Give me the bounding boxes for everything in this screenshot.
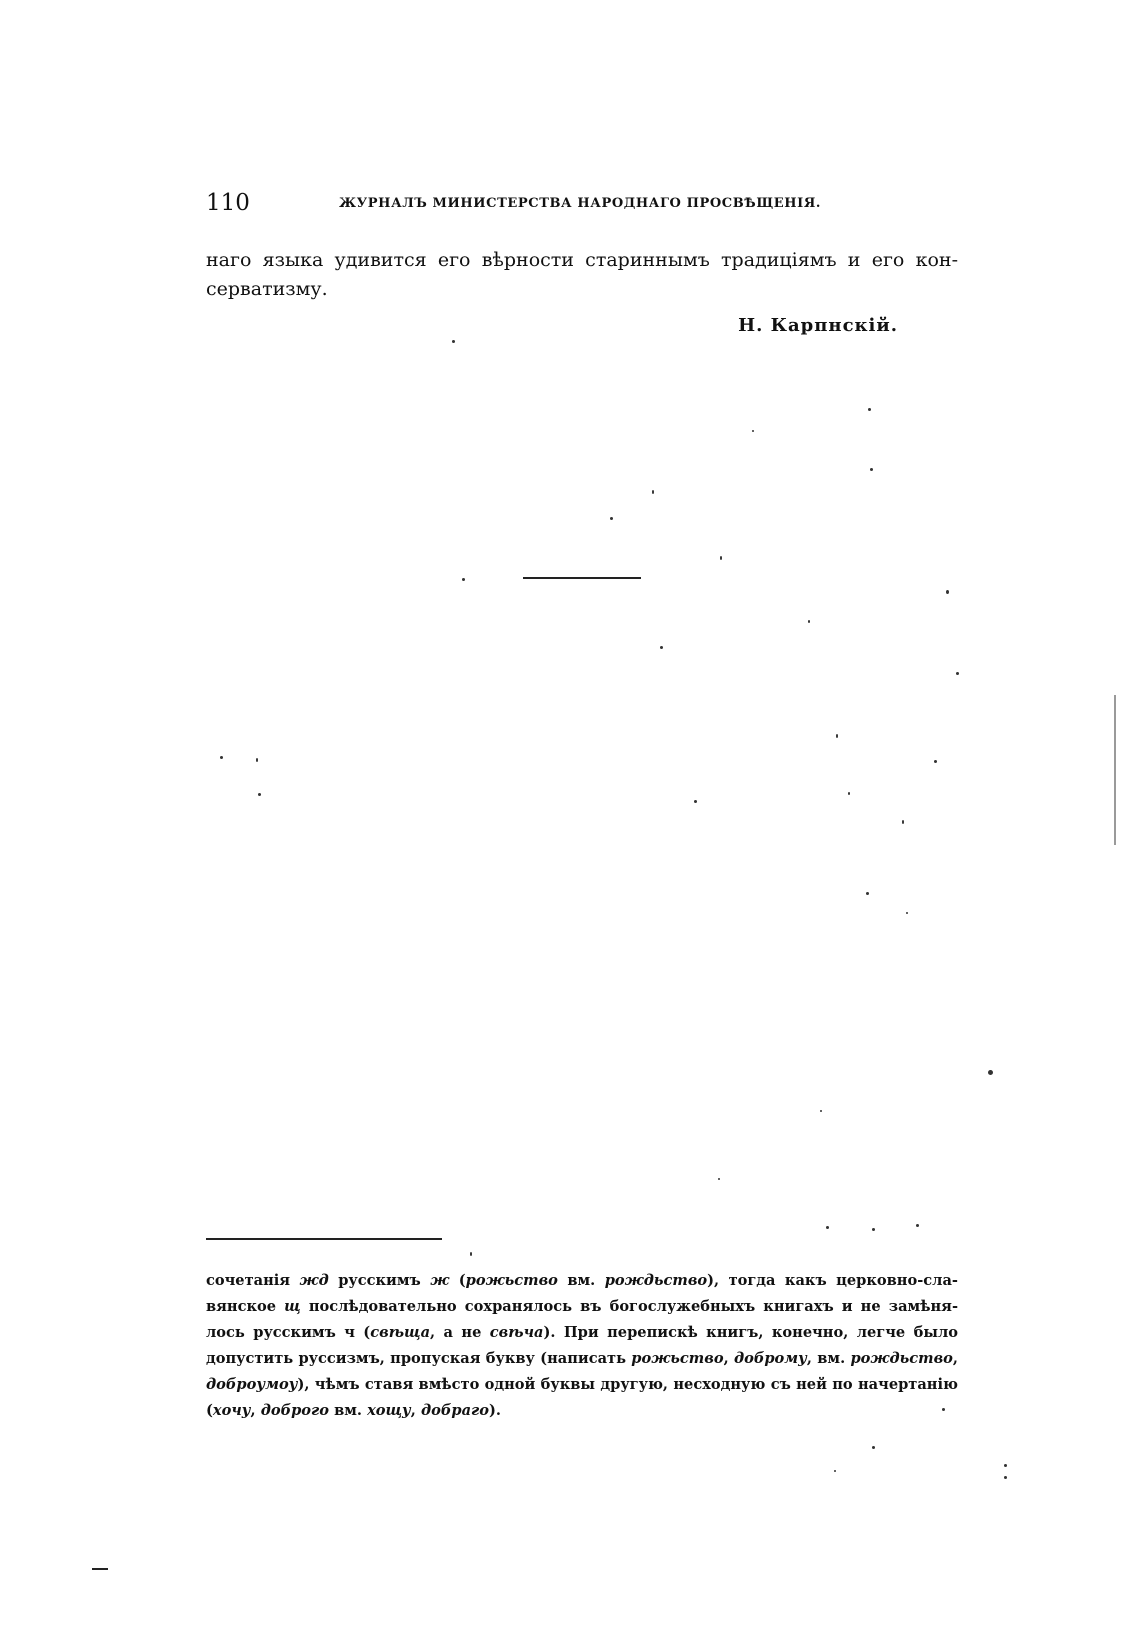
scan-speck xyxy=(610,517,613,520)
scan-speck xyxy=(902,820,904,824)
footnote-italic: доброму xyxy=(733,1350,807,1367)
footnote-italic: рождьство xyxy=(850,1350,953,1367)
footnote xyxy=(206,1268,958,1424)
footnote-text: ). xyxy=(488,1402,501,1419)
scan-speck xyxy=(872,1446,875,1449)
scan-speck xyxy=(720,556,722,560)
scan-speck xyxy=(1004,1464,1007,1467)
footnote-italic: добраго xyxy=(420,1402,489,1419)
footnote-text: , xyxy=(723,1350,734,1367)
scan-speck xyxy=(694,800,697,803)
scan-speck xyxy=(820,1110,822,1112)
scan-edge-line xyxy=(1114,695,1116,845)
footnote-text: , xyxy=(250,1402,261,1419)
footnote-italic: рожьство xyxy=(631,1350,724,1367)
scan-speck xyxy=(256,758,258,762)
footnote-text: ), чѣмъ ставя вмѣсто одной буквы другую, несходную съ ней по начертанію ( xyxy=(206,1376,958,1419)
scan-speck xyxy=(752,430,754,432)
footnote-text: послѣдовательно сохранялось въ богослужебныхъ книгахъ и не замѣнялось русскимъ ч ( xyxy=(206,1298,958,1341)
footnote-italic: свѣща xyxy=(370,1324,431,1341)
footnote-paragraph xyxy=(206,1268,958,1424)
scan-speck xyxy=(916,1224,919,1227)
footnote-italic: щ xyxy=(284,1298,301,1315)
scan-speck xyxy=(866,892,869,895)
scan-speck xyxy=(660,646,663,649)
scan-speck xyxy=(652,490,654,494)
footnote-text: , вм. xyxy=(806,1350,851,1367)
footnote-italic: ж xyxy=(430,1272,450,1289)
section-divider xyxy=(523,577,641,579)
scan-speck xyxy=(718,1178,720,1180)
scan-speck xyxy=(470,1252,472,1256)
running-head: ЖУРНАЛЪ МИНИСТЕРСТВА НАРОДНАГО ПРОСВѢЩЕНІЯ. xyxy=(339,196,822,211)
scan-speck xyxy=(452,340,455,343)
footnote-italic: рождьство xyxy=(604,1272,708,1289)
scan-speck xyxy=(258,793,261,796)
body-paragraph: наго языка удивится его вѣрности стариннымъ традиціямъ и его консерватизму. xyxy=(206,249,958,300)
scan-speck xyxy=(220,756,223,759)
footnote-text: вм. xyxy=(329,1402,368,1419)
footnote-divider xyxy=(206,1238,442,1240)
footnote-italic: жд xyxy=(299,1272,329,1289)
footnote-italic: доброго xyxy=(260,1402,329,1419)
footnote-italic: хощу xyxy=(367,1402,411,1419)
footnote-italic: свѣча xyxy=(489,1324,544,1341)
footnote-italic: хочу xyxy=(212,1402,251,1419)
footnote-text: , xyxy=(952,1350,958,1367)
page-header xyxy=(206,190,966,220)
scan-speck xyxy=(848,792,850,795)
footnote-italic: доброумоу xyxy=(206,1376,298,1393)
footnote-text: русскимъ xyxy=(328,1272,431,1289)
scan-speck xyxy=(956,672,959,675)
scan-speck xyxy=(868,408,871,411)
footnote-text: вм. xyxy=(557,1272,605,1289)
scan-speck xyxy=(942,1408,945,1411)
page-number: 110 xyxy=(206,190,250,216)
scan-speck xyxy=(1004,1476,1007,1479)
footnote-text: , а не xyxy=(430,1324,490,1341)
scan-speck xyxy=(934,760,937,763)
scan-speck xyxy=(834,1470,836,1472)
scan-speck xyxy=(988,1070,993,1075)
footnote-text: ( xyxy=(449,1272,466,1289)
scan-speck xyxy=(946,590,949,594)
scan-speck xyxy=(836,734,838,738)
scan-speck xyxy=(808,620,810,623)
scan-speck xyxy=(870,468,873,471)
scan-speck xyxy=(872,1228,875,1231)
scan-corner-mark xyxy=(92,1568,108,1570)
author-signature: Н. Карпнскій. xyxy=(738,315,898,336)
footnote-text: ), тогда какъ церковно-славянское xyxy=(206,1272,958,1315)
footnote-text: , xyxy=(410,1402,421,1419)
scan-speck xyxy=(462,578,465,581)
scan-speck xyxy=(906,912,908,914)
footnote-italic: рожьство xyxy=(465,1272,558,1289)
footnote-text: сочетанія xyxy=(206,1272,300,1289)
scan-speck xyxy=(826,1226,829,1229)
body-text xyxy=(206,246,958,304)
footnote-text: ). При перепискѣ книгъ, конечно, легче было допустить руссизмъ, пропуская букву (написать xyxy=(206,1324,958,1367)
